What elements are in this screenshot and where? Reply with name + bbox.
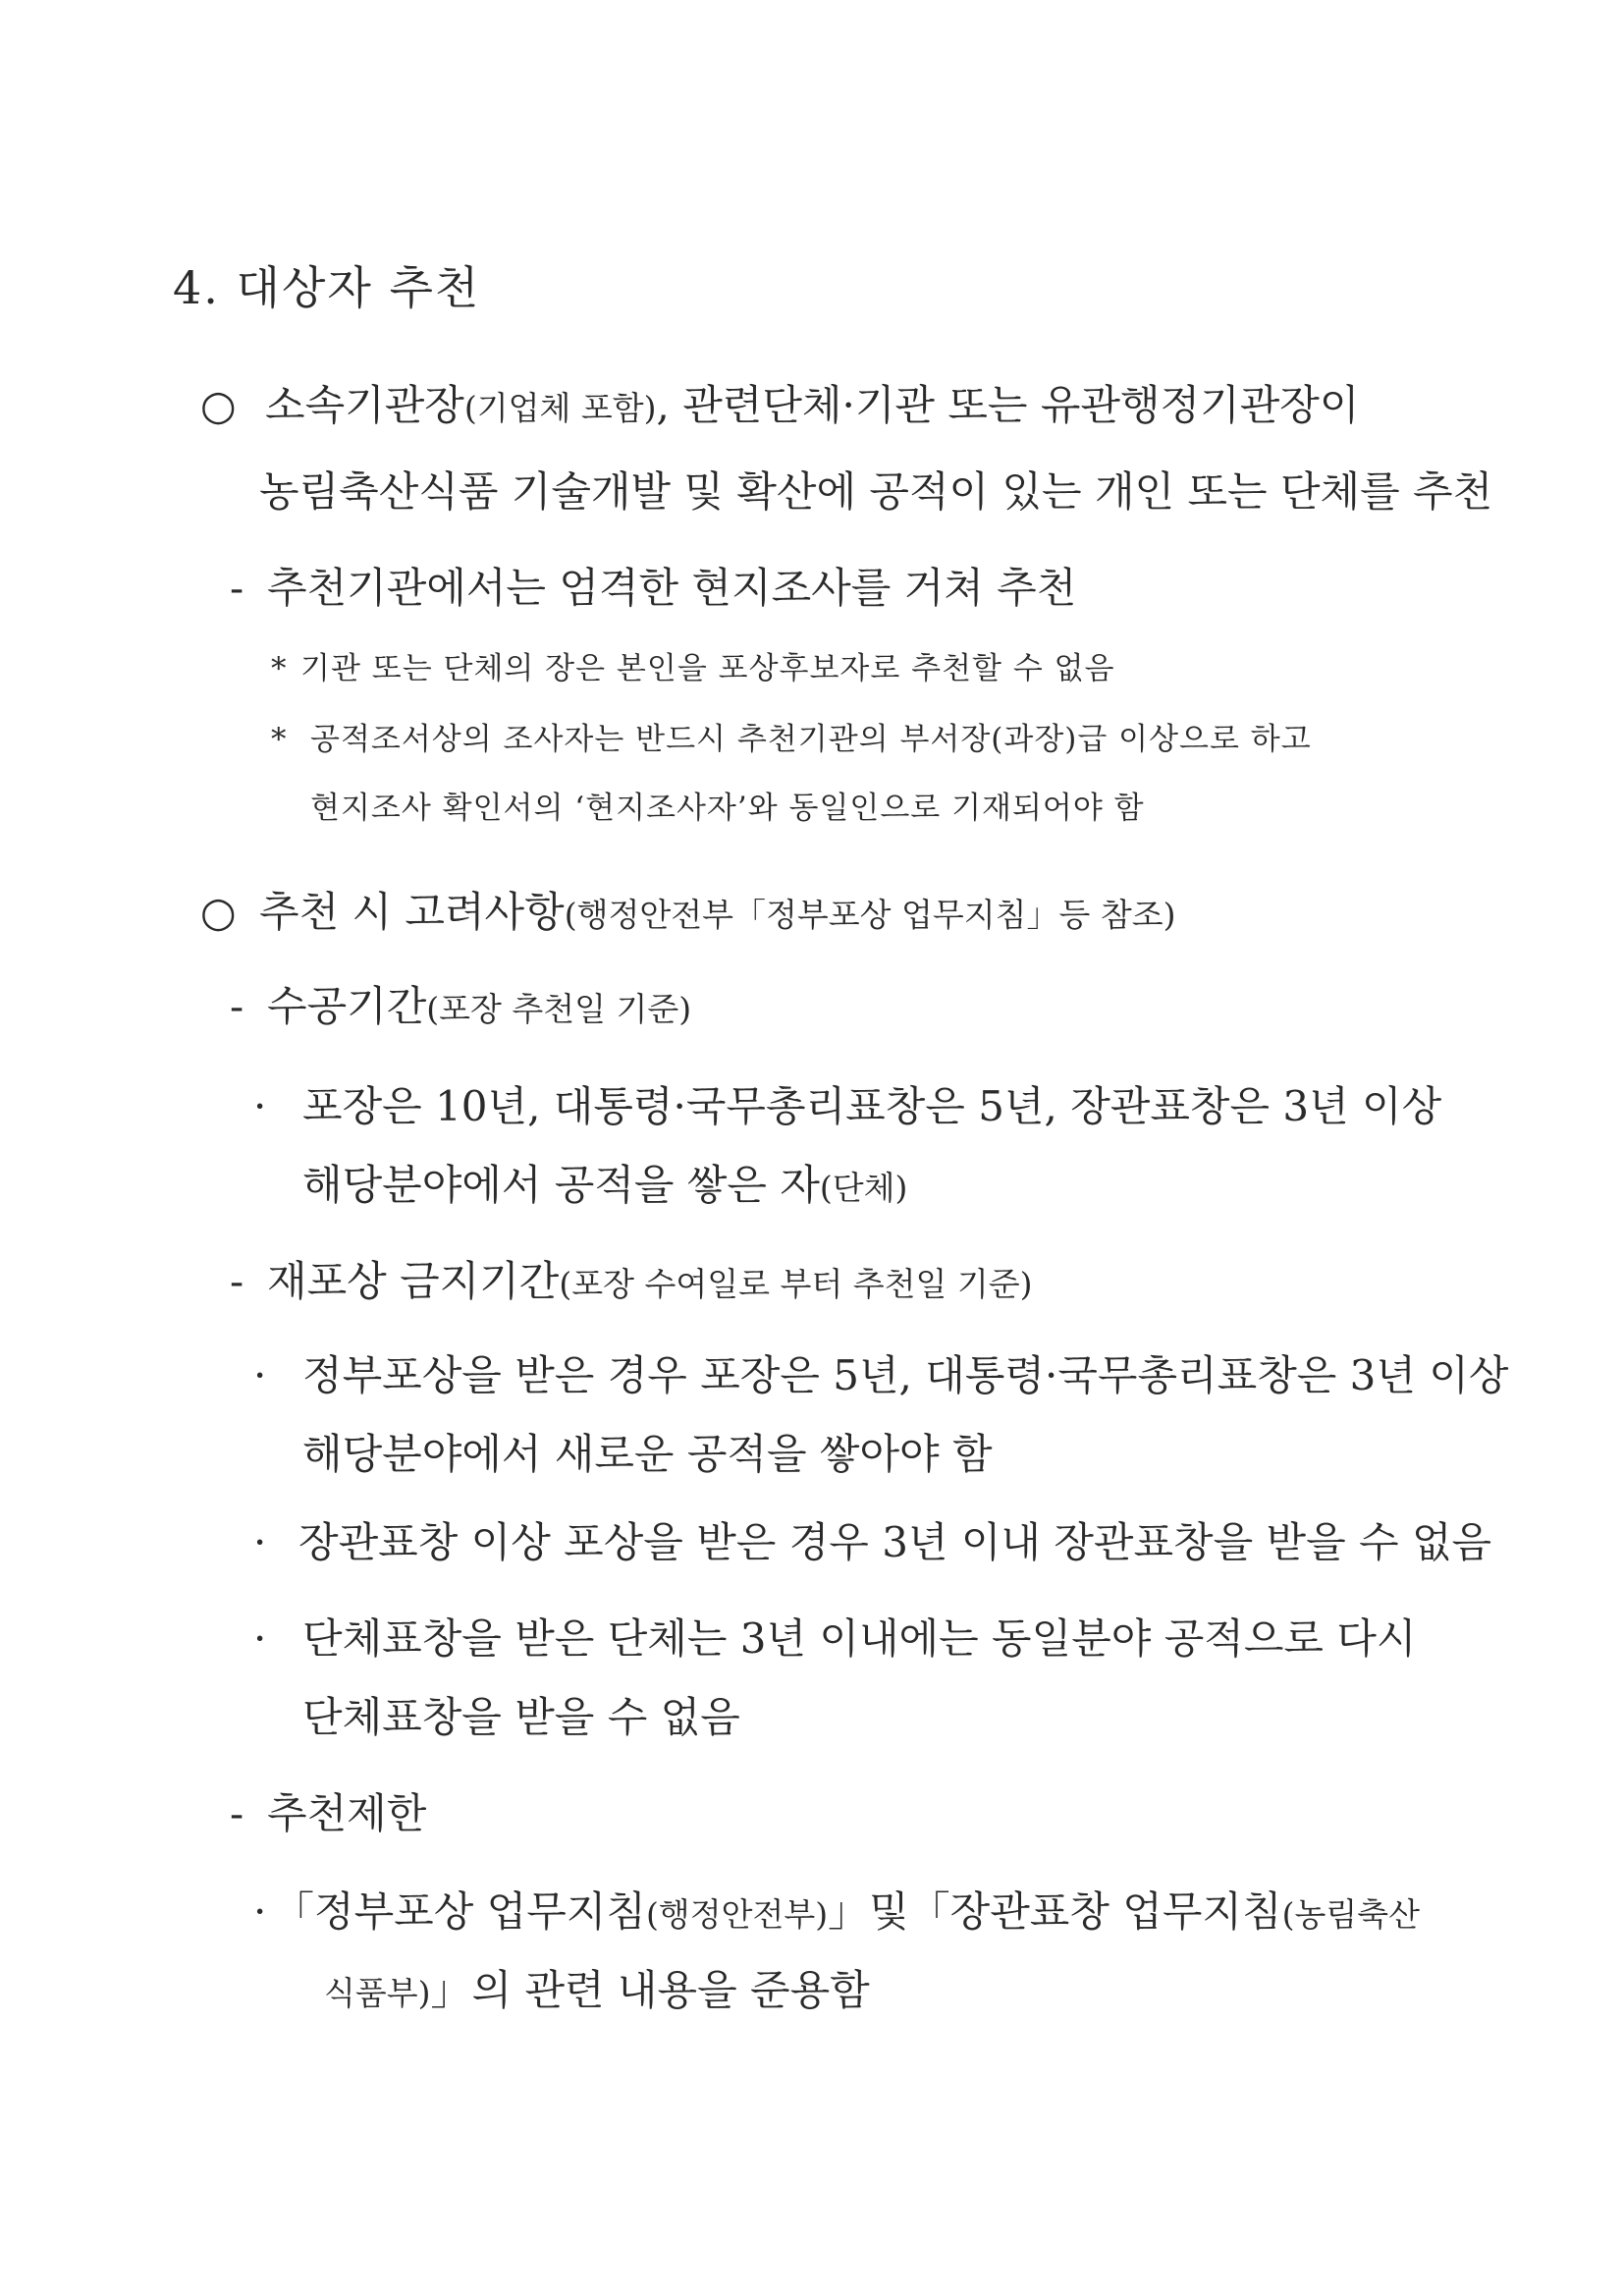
circle-bullet: ○ xyxy=(200,888,237,936)
note-2-cont: 현지조사 확인서의 ‘현지조사자’와 동일인으로 기재되어야 함 xyxy=(310,791,1145,826)
point-2-1 xyxy=(253,1351,1509,1399)
note-1 xyxy=(271,651,1115,686)
dash-bullet: - xyxy=(230,564,244,612)
item1-sub-text: 추천기관에서는 엄격한 현지조사를 거쳐 추천 xyxy=(267,564,1077,612)
asterisk-mark: * xyxy=(271,651,288,686)
asterisk-mark: * xyxy=(271,722,288,757)
point-text-a: 해당분야에서 공적을 쌓은 자 xyxy=(302,1161,820,1209)
sub-title: 추천제한 xyxy=(267,1789,427,1837)
item1-text-c: , 관련단체·기관 또는 유관행정기관장이 xyxy=(656,381,1360,429)
dot-bullet: · xyxy=(253,1887,267,1936)
sub-title-a: 수공기간 xyxy=(267,982,427,1030)
point-text-e: 식품부) xyxy=(324,1974,431,2012)
sub-title-a: 재포상 금지기간 xyxy=(267,1257,560,1305)
sub-reaward-ban xyxy=(230,1257,1033,1305)
dot-bullet: · xyxy=(253,1082,267,1130)
note-2 xyxy=(271,722,1312,757)
item2-title xyxy=(200,888,1176,936)
sub-title-b: (포장 추천일 기준) xyxy=(426,990,692,1028)
point-text-b: (단체) xyxy=(819,1169,908,1207)
dash-bullet: - xyxy=(230,1789,244,1837)
circle-bullet: ○ xyxy=(200,381,237,429)
item1-sub xyxy=(230,564,1077,612)
point-3-1-cont xyxy=(324,1966,870,2014)
dash-bullet: - xyxy=(230,1257,244,1305)
dot-bullet: · xyxy=(253,1518,267,1566)
note-2-text: 공적조서상의 조사자는 반드시 추천기관의 부서장(과장)급 이상으로 하고 xyxy=(310,722,1312,757)
point-text-a: 「정부포상 업무지침 xyxy=(273,1887,646,1936)
point-2-1-cont: 해당분야에서 새로운 공적을 쌓아야 함 xyxy=(302,1430,993,1478)
point-text-d: (농림축산 xyxy=(1281,1895,1420,1934)
point-1-1-cont xyxy=(302,1161,908,1209)
dot-bullet: · xyxy=(253,1614,267,1663)
dot-bullet: · xyxy=(253,1351,267,1399)
point-text: 단체표창을 받은 단체는 3년 이내에는 동일분야 공적으로 다시 xyxy=(302,1614,1417,1663)
sub-title-b: (포장 수여일로 부터 추천일 기준) xyxy=(559,1265,1033,1303)
item1-text-b: (기업체 포함) xyxy=(463,389,657,427)
sub-recommend-limit xyxy=(230,1789,427,1837)
point-2-3-cont: 단체표창을 받을 수 없음 xyxy=(302,1693,740,1741)
point-1-1 xyxy=(253,1082,1442,1130)
point-text: 장관표창 이상 포상을 받은 경우 3년 이내 장관표창을 받을 수 없음 xyxy=(298,1518,1492,1566)
point-2-2 xyxy=(253,1518,1492,1566)
item2-title-a: 추천 시 고려사항 xyxy=(259,888,565,936)
point-3-1 xyxy=(253,1887,1420,1936)
item1-line2: 농림축산식품 기술개발 및 확산에 공적이 있는 개인 또는 단체를 추천 xyxy=(259,467,1493,516)
item1-text-a: 소속기관장 xyxy=(265,381,464,429)
item1-line1 xyxy=(200,381,1360,429)
item2-title-b: (행정안전부「정부포상 업무지침」등 참조) xyxy=(564,896,1176,934)
point-text-f: 」의 관련 내용을 준용함 xyxy=(430,1966,870,2014)
section-title: 4. 대상자 추천 xyxy=(173,261,481,314)
sub-service-period xyxy=(230,982,692,1030)
point-text: 정부포상을 받은 경우 포장은 5년, 대통령·국무총리표창은 3년 이상 xyxy=(302,1351,1509,1399)
point-2-3 xyxy=(253,1614,1417,1663)
note-1-text: 기관 또는 단체의 장은 본인을 포상후보자로 추천할 수 없음 xyxy=(300,651,1115,686)
point-text-b: (행정안전부) xyxy=(645,1895,829,1934)
point-text-c: 」및「장관표창 업무지침 xyxy=(828,1887,1282,1936)
dash-bullet: - xyxy=(230,982,244,1030)
point-text: 포장은 10년, 대통령·국무총리표창은 5년, 장관표창은 3년 이상 xyxy=(302,1082,1442,1130)
